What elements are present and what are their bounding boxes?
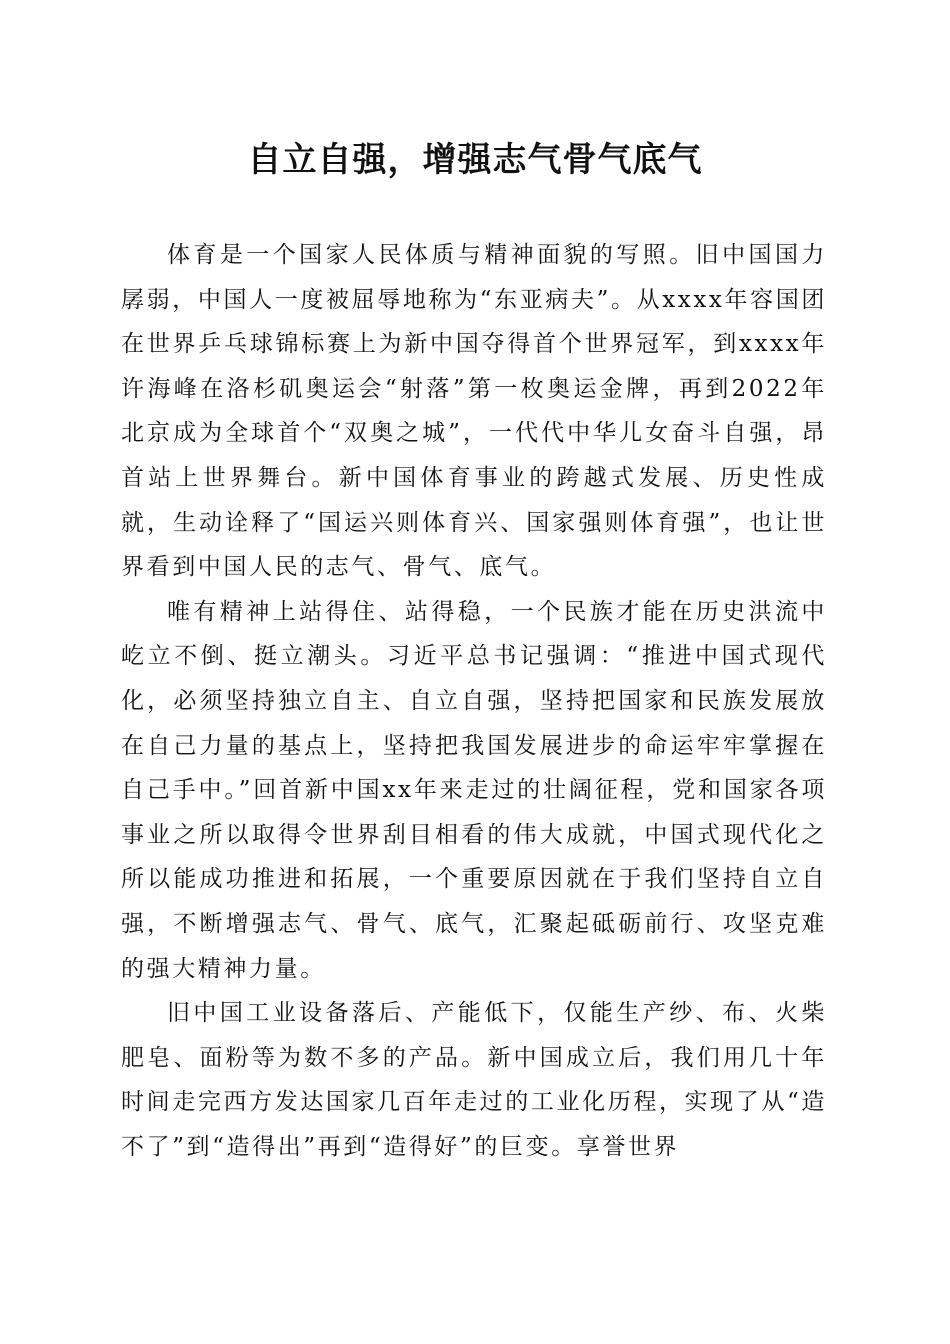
paragraph-2: 唯有精神上站得住、站得稳，一个民族才能在历史洪流中屹立不倒、挺立潮头。习近平总书记强调：“推进中国式现代化，必须坚持独立自主、自立自强，坚持把国家和民族发展放在自己力量的基点上，坚持把我国发展进步的命运牢牢掌握在自己手中。”回首新中国xx年来走过的壮阔征程，党和国家各项事业之所以取得令世界刮目相看的伟大成就，中国式现代化之所以能成功推进和拓展，一个重要原因就在于我们坚持自立自强，不断增强志气、骨气、底气，汇聚起砥砺前行、攻坚克难的强大精神力量。 [121, 598, 827, 982]
paragraph-3: 旧中国工业设备落后、产能低下，仅能生产纱、布、火柴肥皂、面粉等为数不多的产品。新中国成立后，我们用几十年时间走完西方发达国家几百年走过的工业化历程，实现了从“造不了”到“造得出”再到“造得好”的巨变。享誉世界 [121, 1000, 827, 1160]
document-title: 自立自强，增强志气骨气底气 [247, 140, 703, 180]
paragraph-1: 体育是一个国家人民体质与精神面貌的写照。旧中国国力孱弱，中国人一度被屈辱地称为“东亚病夫”。从xxxx年容国团在世界乒乓球锦标赛上为新中国夺得首个世界冠军，到xxxx年许海峰在洛杉矶奥运会“射落”第一枚奥运金牌，再到2022年北京成为全球首个“双奥之城”，一代代中华儿女奋斗自强，昂首站上世界舞台。新中国体育事业的跨越式发展、历史性成就，生动诠释了“国运兴则体育兴、国家强则体育强”，也让世界看到中国人民的志气、骨气、底气。 [121, 242, 827, 581]
document-body [121, 233, 827, 1169]
